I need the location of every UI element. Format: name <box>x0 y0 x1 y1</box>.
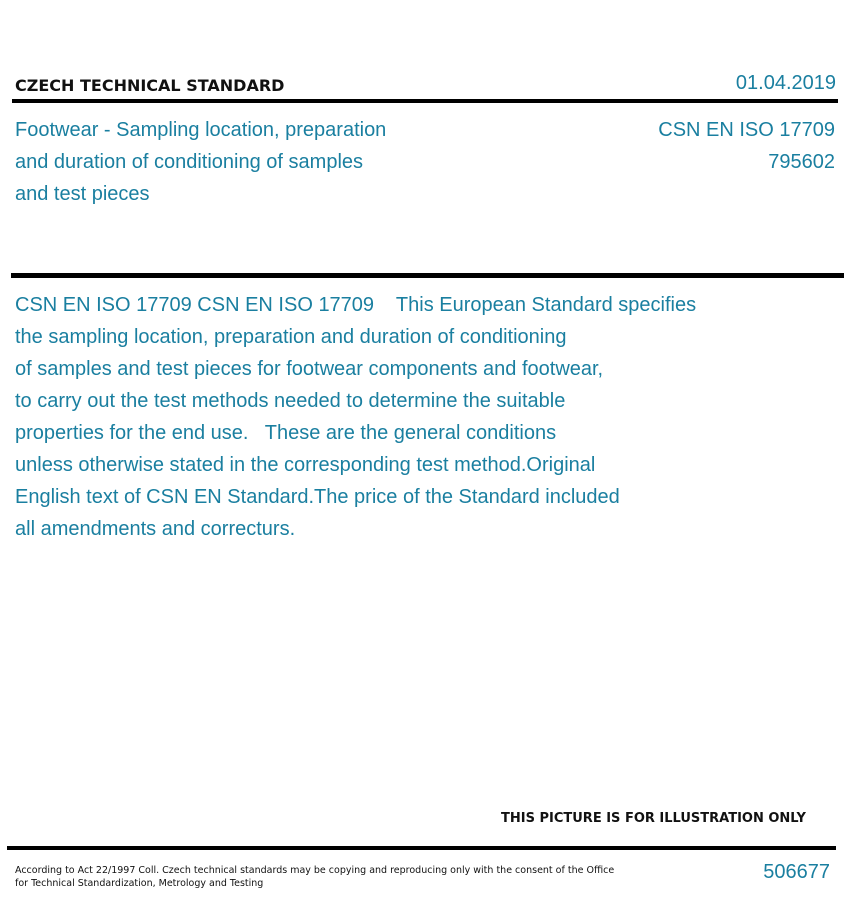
illustration-notice: THIS PICTURE IS FOR ILLUSTRATION ONLY <box>501 811 806 826</box>
title-line: and test pieces <box>15 183 150 205</box>
description-line: all amendments and correcturs. <box>15 518 296 540</box>
standard-type-label: CZECH TECHNICAL STANDARD <box>15 76 285 95</box>
standard-title <box>15 114 455 210</box>
header-divider <box>12 99 838 103</box>
description-line: CSN EN ISO 17709 CSN EN ISO 17709 This European Standard specifies <box>15 294 697 316</box>
legal-notice <box>15 864 615 890</box>
legal-line: According to Act 22/1997 Coll. Czech technical standards may be copying and reproducing only with the consent of the Office <box>15 865 615 876</box>
document-number: 506677 <box>763 861 830 883</box>
publication-date: 01.04.2019 <box>735 72 836 94</box>
title-line: Footwear - Sampling location, preparation <box>15 119 387 141</box>
description-line: properties for the end use. These are the general conditions <box>15 422 557 444</box>
description-line: unless otherwise stated in the corresponding test method.Original <box>15 454 596 476</box>
section-divider <box>11 273 844 278</box>
title-line: and duration of conditioning of samples <box>15 151 364 173</box>
footer-divider <box>7 846 836 850</box>
standard-description <box>15 289 795 545</box>
description-line: English text of CSN EN Standard.The price of the Standard included <box>15 486 620 508</box>
description-line: to carry out the test methods needed to determine the suitable <box>15 390 566 412</box>
standard-code: CSN EN ISO 17709 <box>658 119 835 141</box>
legal-line: for Technical Standardization, Metrology and Testing <box>15 878 264 889</box>
description-line: the sampling location, preparation and duration of conditioning <box>15 326 567 348</box>
catalog-number: 795602 <box>768 151 835 173</box>
standard-identifiers <box>658 114 835 178</box>
description-line: of samples and test pieces for footwear components and footwear, <box>15 358 604 380</box>
